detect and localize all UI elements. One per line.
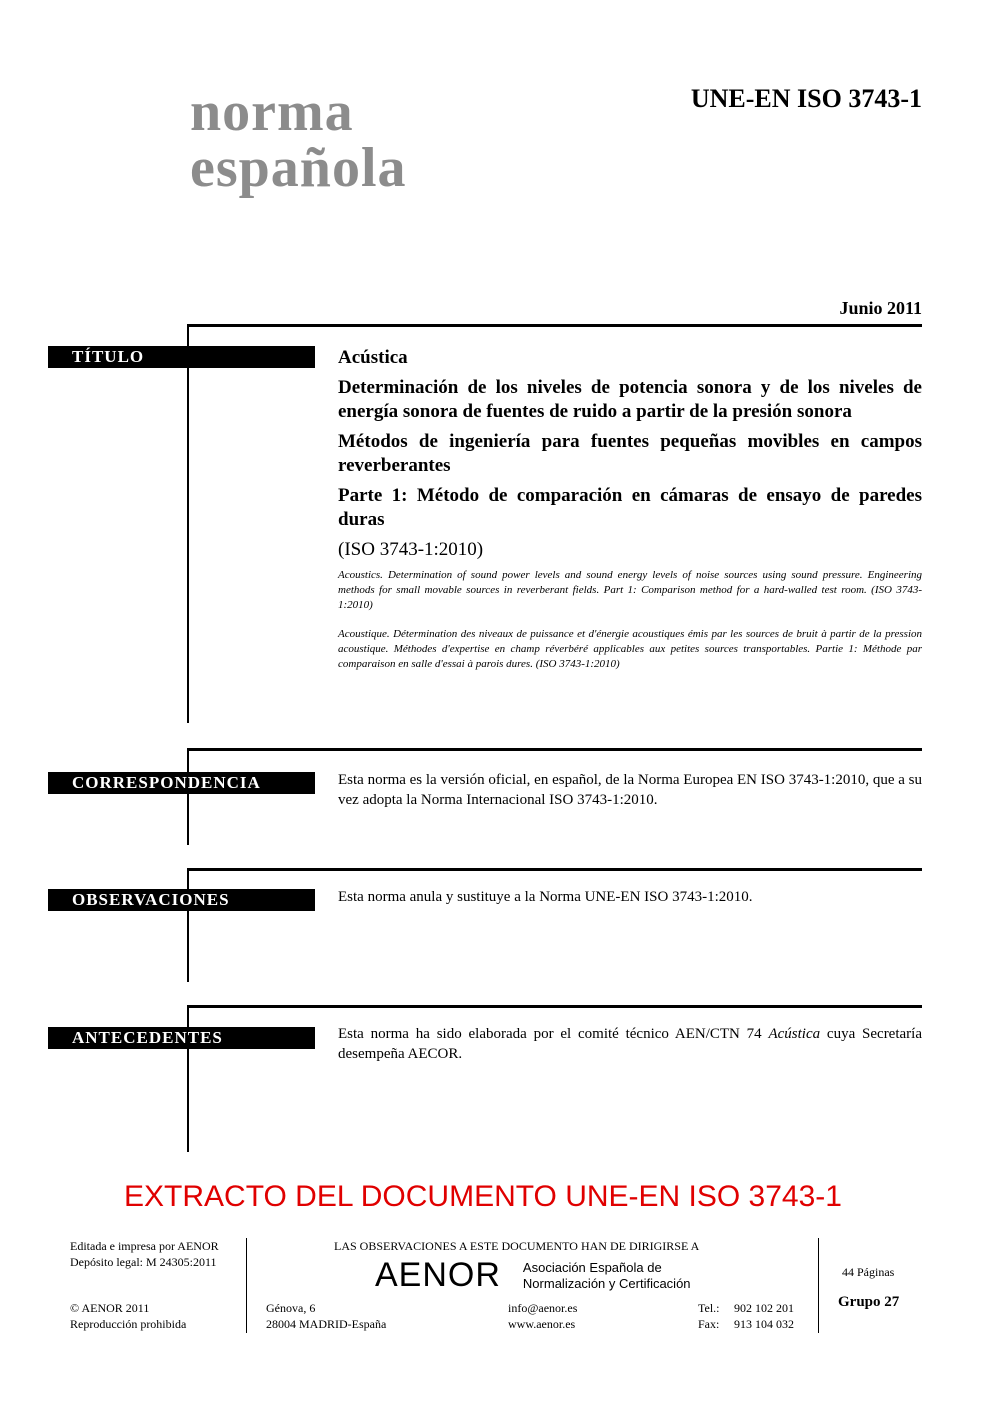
footer-reproduction-line: Reproducción prohibida bbox=[70, 1317, 187, 1331]
aenor-logo-tagline bbox=[523, 1260, 691, 1292]
footer-group: Grupo 27 bbox=[838, 1294, 900, 1310]
footer-tel-label: Tel.: bbox=[698, 1301, 720, 1315]
footer-divider-left bbox=[246, 1238, 247, 1333]
title-heading-2: Determinación de los niveles de potencia sonora y de los niveles de energía sonora de fuentes de ruido a partir de la presión sonora bbox=[338, 377, 922, 422]
footer-email[interactable]: info@aenor.es bbox=[508, 1301, 578, 1315]
english-title: Acoustics. Determination of sound power levels and sound energy levels of noise sources using sound pressure. Engineering methods for small movable sources in reverberant fields. Part 1: Comparison method for a hard-walled test room. (ISO 3743-1:2010) bbox=[338, 569, 922, 611]
section-label-titulo: TÍTULO bbox=[48, 346, 315, 368]
iso-reference: (ISO 3743-1:2010) bbox=[338, 539, 484, 560]
publication-date: Junio 2011 bbox=[839, 298, 922, 318]
title-heading-4: Parte 1: Método de comparación en cámaras de ensayo de paredes duras bbox=[338, 485, 922, 530]
antecedentes-text-end: cuya Secretaría desempeña AECOR. bbox=[338, 1026, 922, 1062]
section-vrule-correspondencia bbox=[187, 748, 189, 845]
footer-street: Génova, 6 bbox=[266, 1301, 316, 1315]
footer-tel: 902 102 201 bbox=[734, 1301, 794, 1315]
antecedentes-text bbox=[338, 1024, 922, 1064]
footer-online bbox=[508, 1300, 577, 1332]
brand-title bbox=[190, 81, 407, 199]
aenor-tagline-line-1: Asociación Española de bbox=[522, 1259, 662, 1275]
aenor-tagline-line-2: Normalización y Certificación bbox=[522, 1275, 691, 1291]
section-vrule-observaciones bbox=[187, 868, 189, 982]
section-label-antecedentes: ANTECEDENTES bbox=[48, 1027, 315, 1049]
antecedentes-committee-name: Acústica bbox=[768, 1026, 821, 1042]
title-heading-1: Acústica bbox=[338, 347, 408, 368]
section-label-observaciones: OBSERVACIONES bbox=[48, 889, 315, 911]
footer-edition bbox=[70, 1238, 219, 1270]
standard-code: UNE-EN ISO 3743-1 bbox=[690, 84, 922, 113]
titulo-content bbox=[338, 346, 922, 686]
footer-address bbox=[266, 1300, 386, 1332]
footer-phones bbox=[698, 1300, 794, 1332]
section-rule-correspondencia bbox=[188, 748, 922, 751]
footer-legal-deposit: Depósito legal: M 24305:2011 bbox=[70, 1255, 217, 1269]
french-title: Acoustique. Détermination des niveaux de puissance et d'énergie acoustiques émis par les sources de bruit à partir de la pression acoustique. Méthodes d'expertise en champ réverbéré applicables aux petites sources transportables. Partie 1: Méthode par comparaison en salle d'essai à parois dures. (ISO 3743-1:2010) bbox=[338, 628, 922, 670]
footer-page-count: 44 Páginas bbox=[842, 1265, 895, 1279]
footer-edited-by: Editada e impresa por AENOR bbox=[70, 1239, 219, 1253]
footer-contact-header: LAS OBSERVACIONES A ESTE DOCUMENTO HAN DE DIRIGIRSE A bbox=[334, 1239, 700, 1253]
footer-copyright-line: © AENOR 2011 bbox=[70, 1301, 150, 1315]
brand-line-2: española bbox=[190, 137, 407, 199]
footer-website[interactable]: www.aenor.es bbox=[508, 1317, 576, 1331]
section-vrule-titulo bbox=[187, 324, 189, 723]
section-rule-titulo bbox=[188, 324, 922, 327]
footer-fax-label: Fax: bbox=[698, 1317, 720, 1331]
extract-notice: EXTRACTO DEL DOCUMENTO UNE-EN ISO 3743-1 bbox=[124, 1180, 842, 1213]
brand-line-1: norma bbox=[190, 81, 354, 143]
section-rule-observaciones bbox=[188, 868, 922, 871]
footer-copyright bbox=[70, 1300, 186, 1332]
aenor-logo-wordmark: AENOR bbox=[375, 1256, 501, 1294]
aenor-logo bbox=[375, 1256, 691, 1295]
antecedentes-text-start: Esta norma ha sido elaborada por el comité técnico AEN/CTN 74 bbox=[338, 1026, 769, 1042]
footer-fax: 913 104 032 bbox=[734, 1317, 794, 1331]
correspondencia-text: Esta norma es la versión oficial, en español, de la Norma Europea EN ISO 3743-1:2010, que a su vez adopta la Norma Internacional ISO 3743-1:2010. bbox=[338, 772, 923, 808]
observaciones-text: Esta norma anula y sustituye a la Norma UNE-EN ISO 3743-1:2010. bbox=[338, 889, 753, 905]
footer-city: 28004 MADRID-España bbox=[266, 1317, 387, 1331]
footer-divider-right bbox=[818, 1238, 819, 1333]
section-rule-antecedentes bbox=[188, 1005, 922, 1008]
section-label-correspondencia: CORRESPONDENCIA bbox=[48, 772, 315, 794]
title-heading-3: Métodos de ingeniería para fuentes pequeñas movibles en campos reverberantes bbox=[338, 431, 922, 476]
